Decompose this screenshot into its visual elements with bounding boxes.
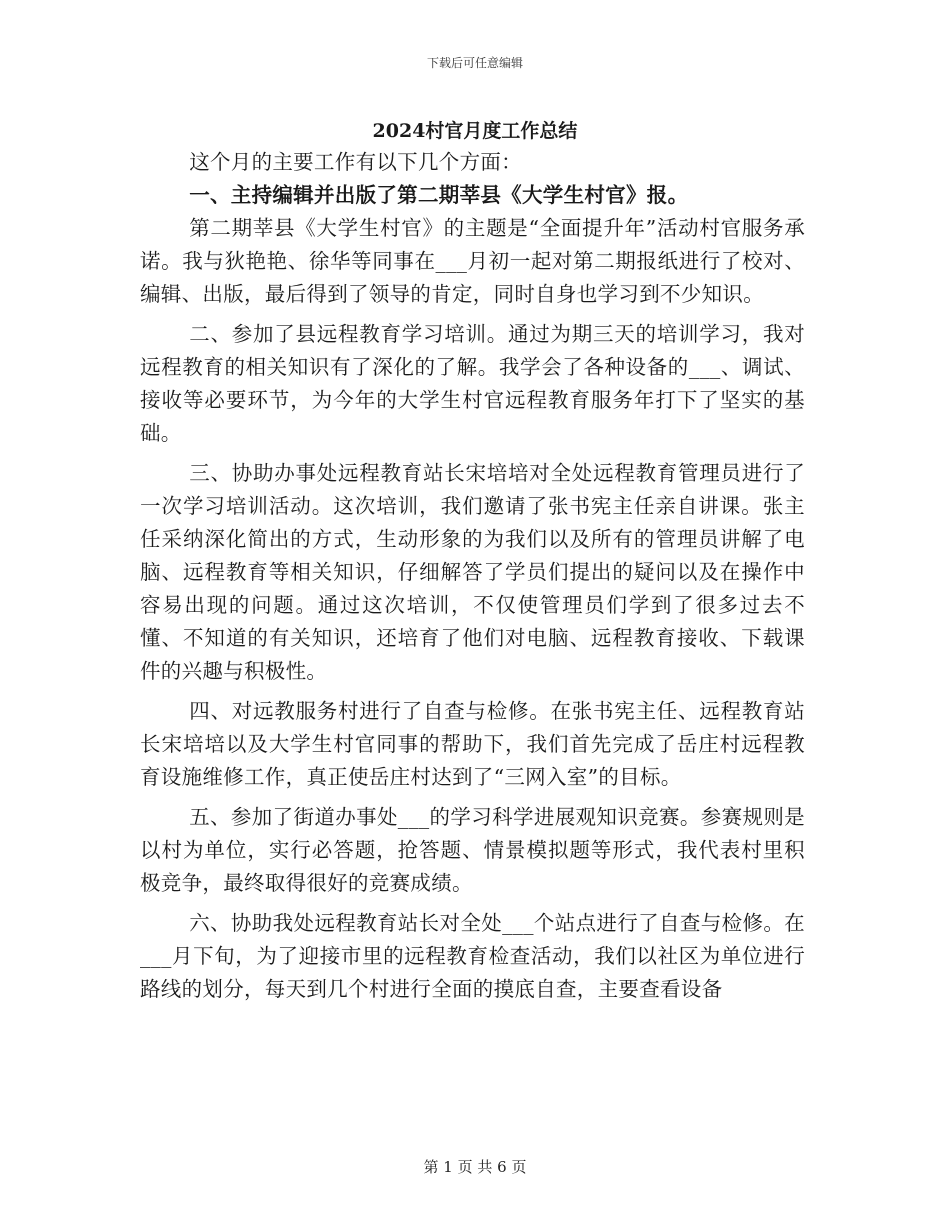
document-body [140,146,805,1006]
body-paragraph: 四、对远教服务村进行了自查与检修。在张书宪主任、远程教育站长宋培培以及大学生村官同事的帮助下，我们首先完成了岳庄村远程教育设施维修工作，真正使岳庄村达到了“三网入室”的目标。 [140,699,805,789]
section-heading-1: 一、主持编辑并出版了第二期莘县《大学生村官》报。 [189,183,689,207]
document-title: 2024村官月度工作总结 [372,120,578,142]
intro-paragraph: 这个月的主要工作有以下几个方面： [189,150,522,174]
body-paragraph: 六、协助我处远程教育站长对全处___个站点进行了自查与检修。在___月下旬，为了迎接市里的远程教育检查活动，我们以社区为单位进行路线的划分，每天到几个村进行全面的摸底自查，主要查看设备 [140,911,805,1001]
body-paragraph: 三、协助办事处远程教育站长宋培培对全处远程教育管理员进行了一次学习培训活动。这次培训，我们邀请了张书宪主任亲自讲课。张主任采纳深化简出的方式，生动形象的为我们以及所有的管理员讲解了电脑、远程教育等相关知识，仔细解答了学员们提出的疑问以及在操作中容易出现的问题。通过这次培训，不仅使管理员们学到了很多过去不懂、不知道的有关知识，还培育了他们对电脑、远程教育接收、下载课件的兴趣与积极性。 [140,461,805,683]
header-note: 下载后可任意编辑 [426,56,523,70]
body-paragraph: 五、参加了街道办事处___的学习科学进展观知识竞赛。参赛规则是以村为单位，实行必答题，抢答题、情景模拟题等形式，我代表村里积极竞争，最终取得很好的竞赛成绩。 [140,805,805,895]
page-footer: 第 1 页 共 6 页 [423,1158,527,1176]
body-paragraph: 第二期莘县《大学生村官》的主题是“全面提升年”活动村官服务承诺。我与狄艳艳、徐华等同事在___月初一起对第二期报纸进行了校对、编辑、出版，最后得到了领导的肯定，同时自身也学习到不少知识。 [140,216,805,306]
body-paragraph: 二、参加了县远程教育学习培训。通过为期三天的培训学习，我对远程教育的相关知识有了深化的了解。我学会了各种设备的___、调试、接收等必要环节，为今年的大学生村官远程教育服务年打下了坚实的基础。 [140,322,805,445]
